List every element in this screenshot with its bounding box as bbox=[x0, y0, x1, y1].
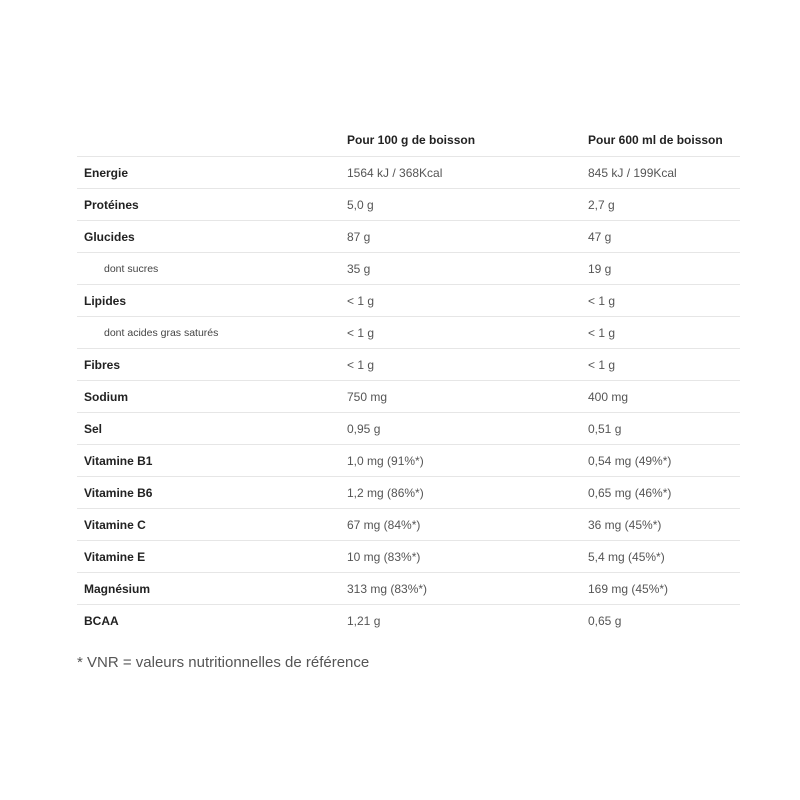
value-per-100g: 10 mg (83%*) bbox=[347, 549, 421, 564]
value-per-600ml: 5,4 mg (45%*) bbox=[588, 549, 665, 564]
nutrient-name: Vitamine C bbox=[84, 517, 146, 532]
nutrient-name: Energie bbox=[84, 165, 129, 180]
table-row bbox=[77, 605, 740, 636]
value-per-600ml: 0,65 mg (46%*) bbox=[588, 485, 672, 500]
nutrient-name: dont sucres bbox=[104, 262, 159, 275]
table-row bbox=[77, 189, 740, 221]
value-per-100g: 0,95 g bbox=[347, 421, 381, 436]
table-row bbox=[77, 253, 740, 285]
value-per-100g: 1,2 mg (86%*) bbox=[347, 485, 424, 500]
table-row bbox=[77, 573, 740, 605]
table-header bbox=[77, 124, 740, 157]
value-per-600ml: 47 g bbox=[588, 229, 612, 244]
value-per-100g: 35 g bbox=[347, 261, 371, 276]
table-body bbox=[77, 157, 740, 636]
value-per-100g: 1,0 mg (91%*) bbox=[347, 453, 424, 468]
value-per-100g: < 1 g bbox=[347, 293, 375, 308]
value-per-100g: 750 mg bbox=[347, 389, 388, 404]
table-row bbox=[77, 445, 740, 477]
table-row bbox=[77, 221, 740, 253]
value-per-600ml: 2,7 g bbox=[588, 197, 615, 212]
table-row bbox=[77, 477, 740, 509]
table-row bbox=[77, 157, 740, 189]
nutrient-name: Vitamine E bbox=[84, 549, 146, 564]
nutrient-name: Sodium bbox=[84, 389, 128, 404]
nutrition-table bbox=[77, 124, 740, 636]
nutrient-name: Protéines bbox=[84, 197, 139, 212]
value-per-600ml: 19 g bbox=[588, 261, 612, 276]
nutrient-name: Magnésium bbox=[84, 581, 151, 596]
table-row bbox=[77, 541, 740, 573]
value-per-600ml: 36 mg (45%*) bbox=[588, 517, 662, 532]
value-per-600ml: 169 mg (45%*) bbox=[588, 581, 669, 596]
nutrient-name: dont acides gras saturés bbox=[104, 326, 219, 339]
value-per-100g: < 1 g bbox=[347, 325, 375, 340]
nutrient-name: Glucides bbox=[84, 229, 135, 244]
nutrient-name: Fibres bbox=[84, 357, 121, 372]
value-per-600ml: < 1 g bbox=[588, 357, 616, 372]
value-per-600ml: 0,51 g bbox=[588, 421, 622, 436]
value-per-600ml: 845 kJ / 199Kcal bbox=[588, 165, 677, 180]
value-per-600ml: < 1 g bbox=[588, 325, 616, 340]
value-per-100g: 5,0 g bbox=[347, 197, 374, 212]
value-per-600ml: < 1 g bbox=[588, 293, 616, 308]
footnote: * VNR = valeurs nutritionnelles de référence bbox=[77, 654, 370, 671]
table-row bbox=[77, 317, 740, 349]
value-per-600ml: 0,65 g bbox=[588, 613, 622, 628]
table-row bbox=[77, 509, 740, 541]
value-per-100g: < 1 g bbox=[347, 357, 375, 372]
value-per-600ml: 0,54 mg (49%*) bbox=[588, 453, 672, 468]
nutrient-name: Lipides bbox=[84, 293, 127, 308]
nutrient-name: Vitamine B6 bbox=[84, 485, 153, 500]
value-per-100g: 67 mg (84%*) bbox=[347, 517, 421, 532]
value-per-100g: 1,21 g bbox=[347, 613, 381, 628]
table-row bbox=[77, 413, 740, 445]
value-per-100g: 313 mg (83%*) bbox=[347, 581, 428, 596]
value-per-100g: 1564 kJ / 368Kcal bbox=[347, 165, 443, 180]
header-per-100g: Pour 100 g de boisson bbox=[347, 133, 476, 147]
header-per-600ml: Pour 600 ml de boisson bbox=[588, 133, 723, 147]
nutrient-name: Vitamine B1 bbox=[84, 453, 153, 468]
table-row bbox=[77, 285, 740, 317]
value-per-600ml: 400 mg bbox=[588, 389, 629, 404]
nutrient-name: Sel bbox=[84, 421, 103, 436]
table-row bbox=[77, 381, 740, 413]
nutrient-name: BCAA bbox=[84, 613, 119, 628]
value-per-100g: 87 g bbox=[347, 229, 371, 244]
table-row bbox=[77, 349, 740, 381]
